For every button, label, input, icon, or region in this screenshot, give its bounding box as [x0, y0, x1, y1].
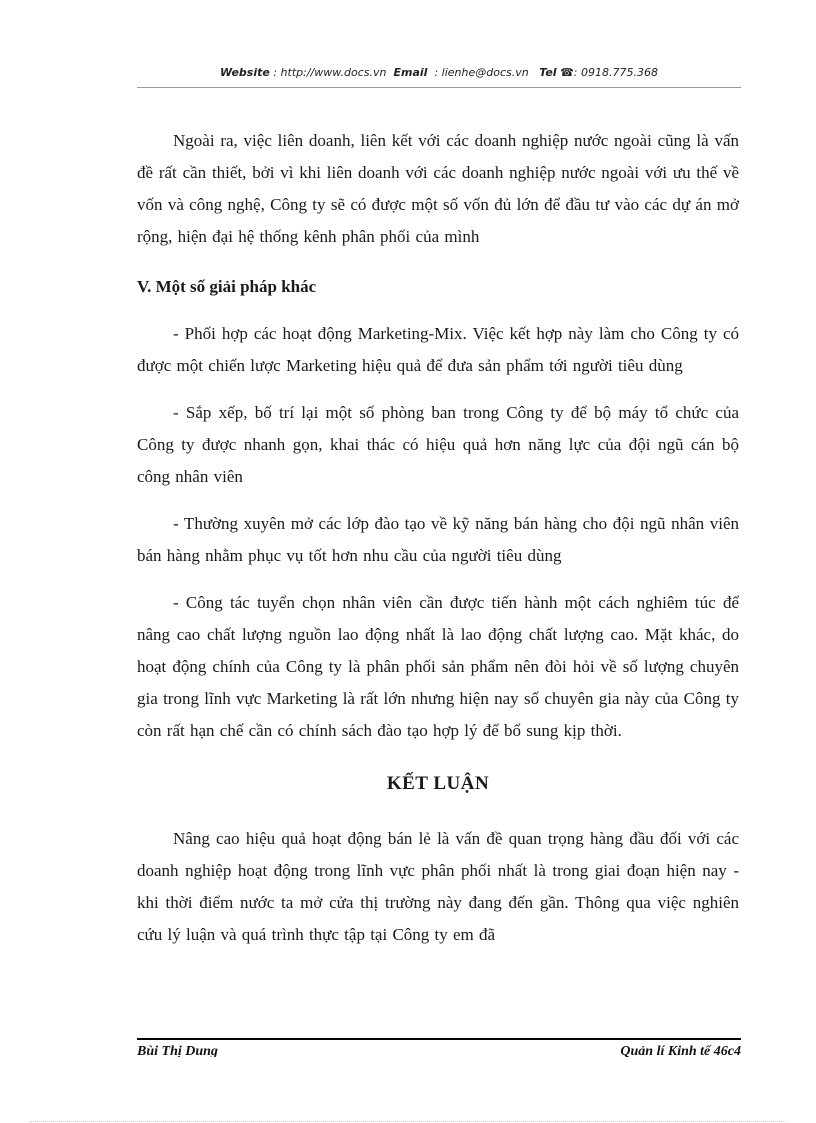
tel-label: Tel [539, 66, 557, 79]
page-bottom-dotted-line [30, 1121, 786, 1122]
conclusion-paragraph: Nâng cao hiệu quả hoạt động bán lẻ là vấn đề quan trọng hàng đầu đối với các doanh nghiệp hoạt động trong lĩnh vực phân phối nhất là trong giai đoạn hiện nay - khi thời điểm nước ta mở cửa thị trường này đang đến gần. Thông qua việc nghiên cứu lý luận và quá trình thực tập tại Công ty em đã [137, 829, 739, 944]
bullet-item: - Phối hợp các hoạt động Marketing-Mix. Việc kết hợp này làm cho Công ty có được một chiến lược Marketing hiệu quả để đưa sản phẩm tới người tiêu dùng [137, 324, 739, 375]
bullet-item: - Thường xuyên mở các lớp đào tạo về kỹ năng bán hàng cho đội ngũ nhân viên bán hàng nhằm phục vụ tốt hơn nhu cầu của người tiêu dùng [137, 514, 739, 565]
email-label: Email [393, 66, 428, 79]
phone-icon: ☎ [560, 66, 574, 79]
footer-course: Quản lí Kinh tế 46c4 [620, 1044, 741, 1057]
footer-author: Bùi Thị Dung [137, 1044, 218, 1057]
email-value: : lienhe@docs.vn [434, 66, 529, 79]
document-body [137, 125, 739, 951]
conclusion-heading: KẾT LUẬN [386, 773, 490, 794]
page-footer [137, 1041, 741, 1057]
bullet-item: - Công tác tuyển chọn nhân viên cần được tiến hành một cách nghiêm túc để nâng cao chất lượng nguồn lao động nhất là lao động chất lượng cao. Mặt khác, do hoạt động chính của Công ty là phân phối sản phẩm nên đòi hỏi về số lượng chuyên gia trong lĩnh vực Marketing là rất lớn nhưng hiện nay số chuyên gia này của Công ty còn rất hạn chế cần có chính sách đào tạo hợp lý để bổ sung kịp thời. [137, 593, 739, 740]
paragraph-intro: Ngoài ra, việc liên doanh, liên kết với các doanh nghiệp nước ngoài cũng là vấn đề rất cần thiết, bởi vì khi liên doanh với các doanh nghiệp nước ngoài với ưu thế về vốn và công nghệ, Công ty sẽ có được một số vốn đủ lớn để đầu tư vào các dự án mở rộng, hiện đại hệ thống kênh phân phối của mình [137, 131, 739, 246]
bullet-item: - Sắp xếp, bố trí lại một số phòng ban trong Công ty để bộ máy tổ chức của Công ty được nhanh gọn, khai thác có hiệu quả hơn năng lực của đội ngũ cán bộ công nhân viên [137, 403, 739, 486]
website-label: Website [220, 66, 270, 79]
header-divider [137, 87, 741, 88]
website-url: : http://www.docs.vn [273, 66, 387, 79]
section-heading: V. Một số giải pháp khác [137, 277, 317, 296]
page-header [137, 66, 741, 79]
tel-value: : 0918.775.368 [573, 66, 658, 79]
footer-divider [137, 1038, 741, 1040]
